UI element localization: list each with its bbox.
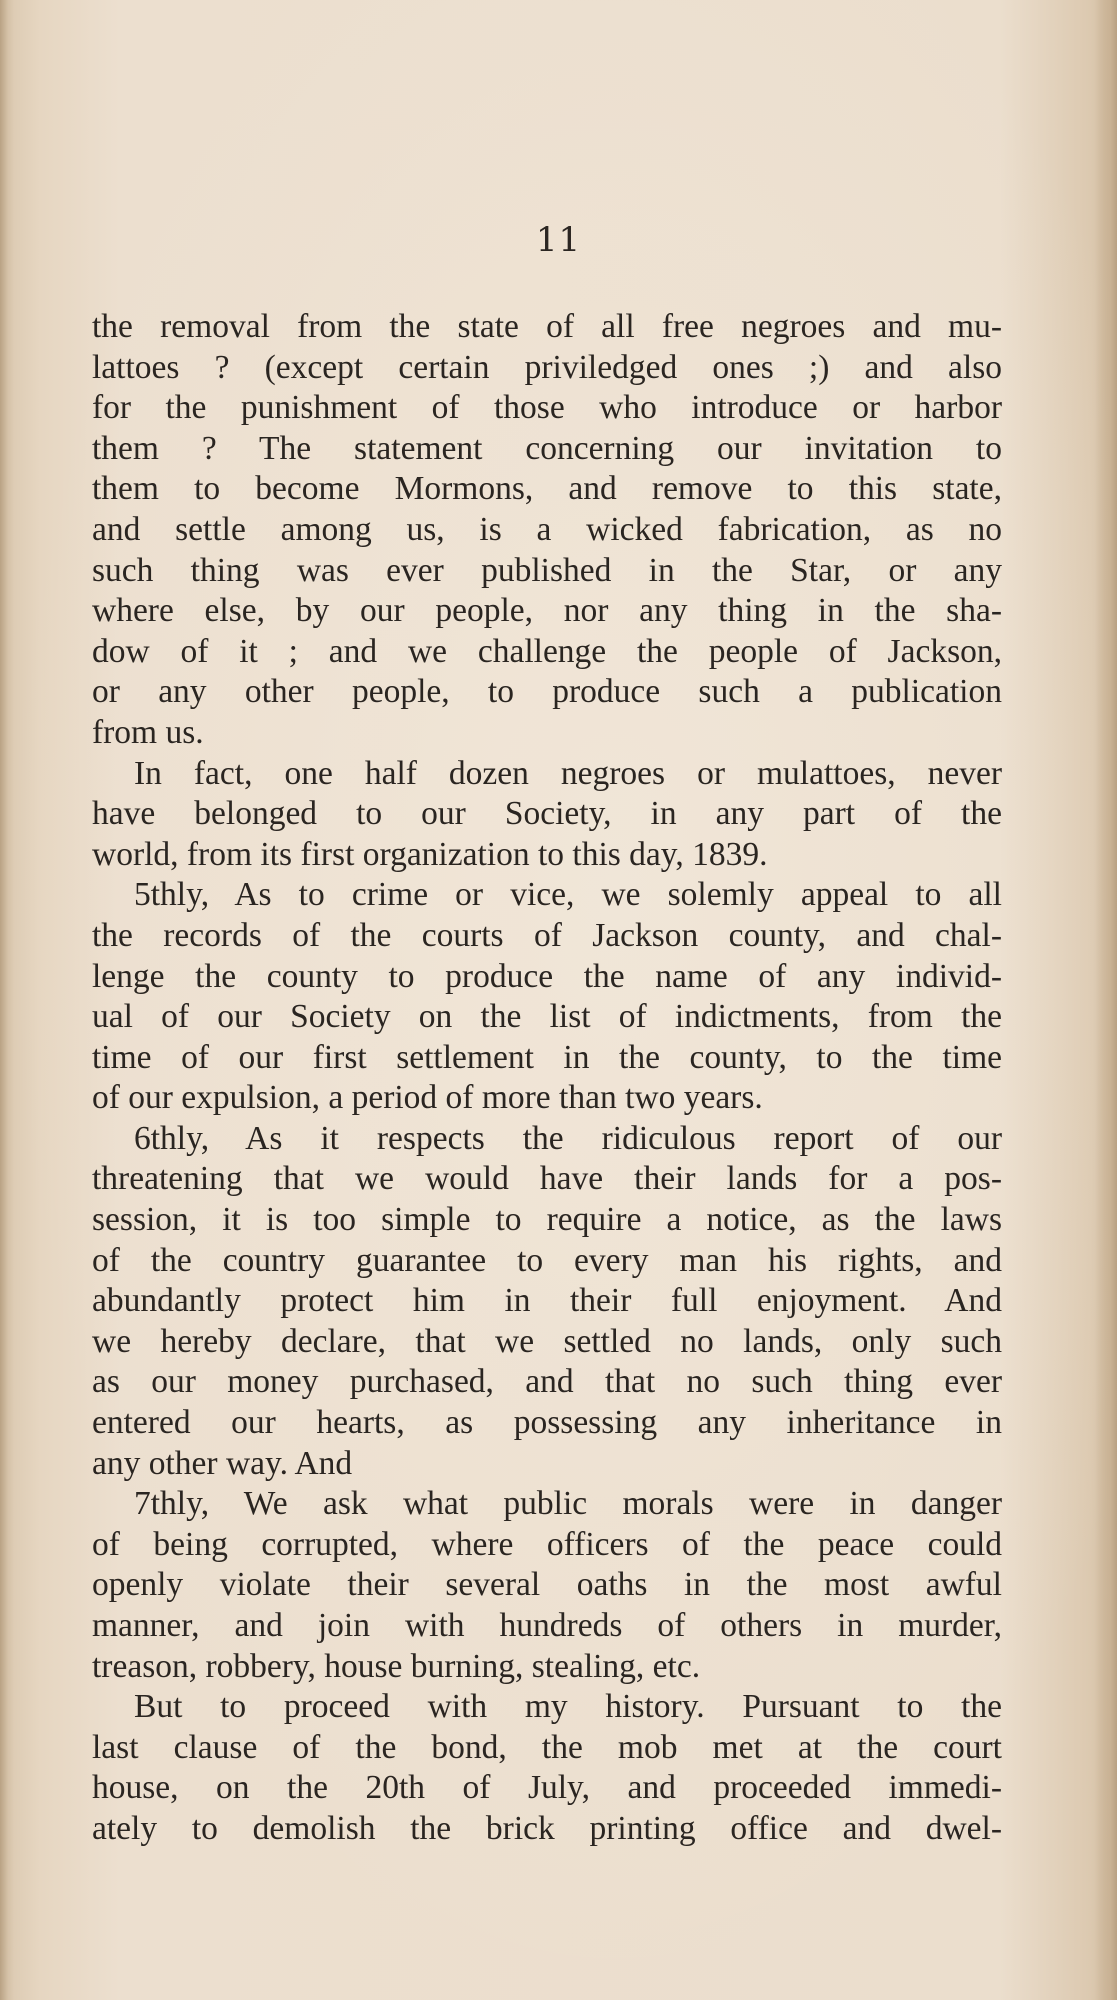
text-line: any other way. And: [92, 1444, 353, 1482]
text-line: such thing was ever published in the Star, or any: [92, 551, 1002, 589]
text-line: of the country guarantee to every man his rights, and: [92, 1241, 1002, 1279]
text-line: openly violate their several oaths in the most awful: [92, 1566, 1002, 1604]
text-line: of our expulsion, a period of more than two years.: [92, 1079, 763, 1117]
text-line: treason, robbery, house burning, stealing, etc.: [92, 1647, 701, 1685]
text-line: entered our hearts, as possessing any inheritance in: [92, 1404, 1002, 1442]
text-line: for the punishment of those who introduce or harbor: [92, 389, 1002, 427]
page-number: 11: [535, 220, 582, 260]
text-line: time of our first settlement in the county, to the time: [92, 1038, 1002, 1076]
text-line: 5thly, As to crime or vice, we solemly appeal to all: [134, 876, 1002, 914]
text-line: from us.: [92, 713, 204, 751]
text-line: 7thly, We ask what public morals were in danger: [134, 1485, 1002, 1523]
text-line: and settle among us, is a wicked fabrication, as no: [92, 510, 1002, 548]
text-line: ately to demolish the brick printing office and dwel-: [92, 1809, 1002, 1847]
text-line: the records of the courts of Jackson county, and chal-: [92, 916, 1002, 954]
text-line: dow of it ; and we challenge the people of Jackson,: [92, 632, 1002, 670]
text-line: last clause of the bond, the mob met at the court: [92, 1728, 1002, 1766]
text-line: we hereby declare, that we settled no lands, only such: [92, 1322, 1002, 1360]
page-edge-right: [1095, 0, 1117, 2000]
text-line: ual of our Society on the list of indictments, from the: [92, 998, 1002, 1036]
text-line: threatening that we would have their lands for a pos-: [92, 1160, 1002, 1198]
text-line: abundantly protect him in their full enjoyment. And: [92, 1282, 1002, 1320]
text-line: house, on the 20th of July, and proceeded immedi-: [92, 1769, 1002, 1807]
text-line: the removal from the state of all free negroes and mu-: [92, 308, 1002, 345]
text-line: have belonged to our Society, in any part of the: [92, 795, 1002, 833]
text-line: lenge the county to produce the name of any individ-: [92, 957, 1002, 995]
text-line: or any other people, to produce such a publication: [92, 673, 1002, 711]
text-line: world, from its first organization to this day, 1839.: [92, 835, 768, 873]
text-line: session, it is too simple to require a notice, as the laws: [92, 1201, 1002, 1239]
text-line: lattoes ? (except certain priviledged ones ;) and also: [92, 348, 1002, 386]
text-line: of being corrupted, where officers of the peace could: [92, 1525, 1002, 1563]
page-edge-left: [0, 0, 14, 2000]
text-line: them ? The statement concerning our invitation to: [92, 429, 1002, 467]
text-line: 6thly, As it respects the ridiculous report of our: [134, 1119, 1002, 1157]
text-line: where else, by our people, nor any thing in the sha-: [92, 592, 1002, 630]
text-line: But to proceed with my history. Pursuant to the: [134, 1688, 1002, 1726]
text-line: manner, and join with hundreds of others in murder,: [92, 1607, 1002, 1644]
body-text: [92, 307, 1002, 1850]
text-line: them to become Mormons, and remove to this state,: [92, 470, 1002, 508]
text-line: as our money purchased, and that no such thing ever: [92, 1363, 1002, 1401]
text-line: In fact, one half dozen negroes or mulattoes, never: [134, 754, 1002, 792]
